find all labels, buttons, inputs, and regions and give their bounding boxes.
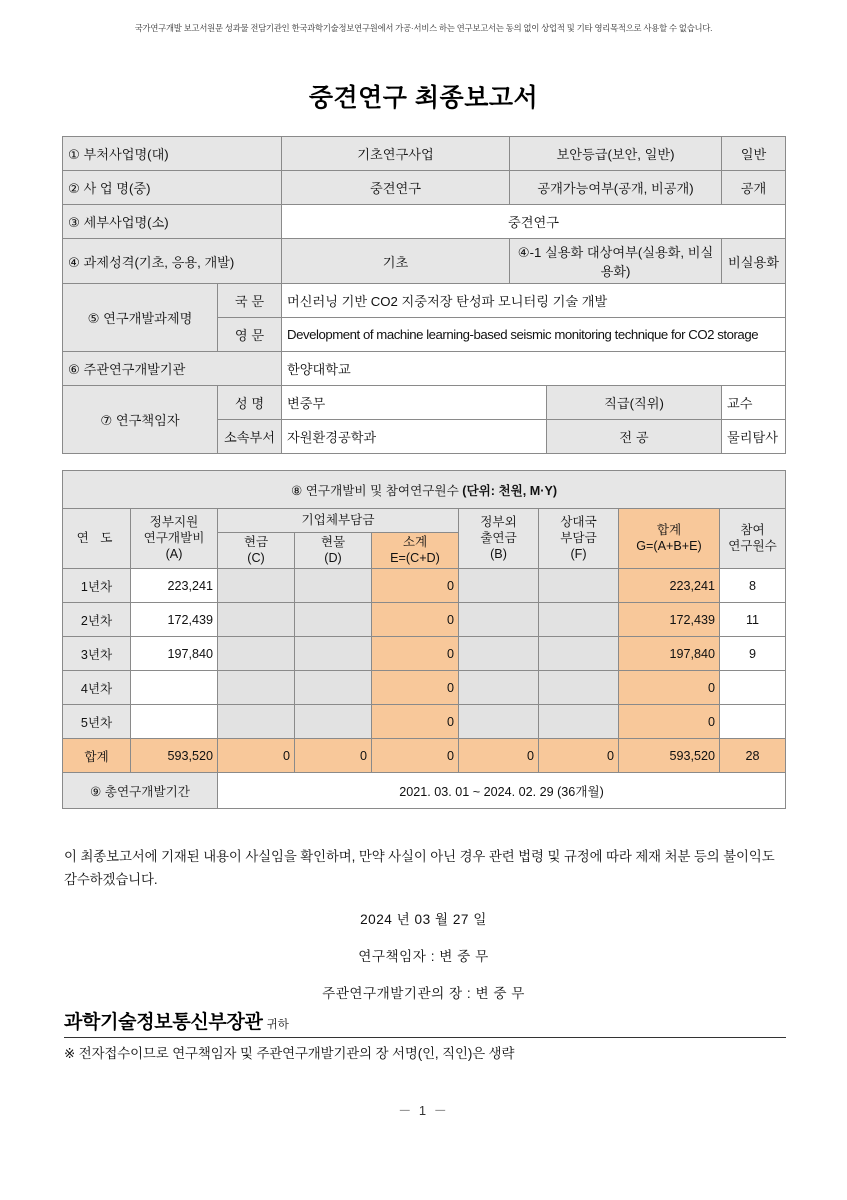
field-label-title-english: 영 문 — [218, 318, 282, 352]
cell-researchers — [720, 671, 786, 705]
cell-cash — [218, 671, 295, 705]
cell-gov-fund: 172,439 — [131, 603, 218, 637]
confirmation-statement: 이 최종보고서에 기재된 내용이 사실임을 확인하며, 만약 사실이 아닌 경우 관련 법령 및 규정에 따라 제재 처분 등의 불이익도 감수하겠습니다. — [64, 849, 775, 888]
table-row — [63, 239, 786, 284]
table-row — [63, 137, 786, 171]
cell-total-researchers: 28 — [720, 739, 786, 773]
inkind-line2: (D) — [324, 550, 342, 565]
cell-inkind — [295, 705, 372, 739]
field-label-project-type: ④ 과제성격(기초, 응용, 개발) — [63, 239, 282, 284]
table-header-row — [63, 509, 786, 533]
gov-fund-line3: (A) — [165, 546, 183, 561]
field-label-research-period: ⑨ 총연구개발기간 — [63, 773, 218, 809]
column-header-gov-fund — [131, 509, 218, 569]
field-value-pi-rank: 교수 — [722, 386, 786, 420]
grand-total-line1: 합계 — [656, 523, 682, 537]
page-number: － 1 － — [398, 1103, 449, 1118]
budget-caption-unit: (단위: 천원, M·Y) — [462, 484, 558, 498]
table-row — [63, 773, 786, 809]
column-header-subtotal — [372, 533, 459, 569]
cell-total-gov-fund: 593,520 — [131, 739, 218, 773]
column-header-grand-total — [619, 509, 720, 569]
cell-inkind — [295, 637, 372, 671]
field-value-project-type: 기초 — [282, 239, 510, 284]
cell-nongov — [459, 637, 539, 671]
table-row — [63, 671, 786, 705]
cell-subtotal: 0 — [372, 637, 459, 671]
column-header-inkind — [295, 533, 372, 569]
cell-inkind — [295, 603, 372, 637]
cell-total-subtotal: 0 — [372, 739, 459, 773]
cell-researchers: 11 — [720, 603, 786, 637]
field-label-commercialization: ④-1 실용화 대상여부(실용화, 비실용화) — [510, 239, 722, 284]
field-label-pi-name: 성 명 — [218, 386, 282, 420]
partner-line3: (F) — [570, 546, 587, 561]
cell-total-nongov: 0 — [459, 739, 539, 773]
table-total-row — [63, 739, 786, 773]
table-row — [63, 352, 786, 386]
row-label-total: 합계 — [63, 739, 131, 773]
ministry-name: 과학기술정보통신부장관 — [64, 1012, 263, 1033]
nongov-line2: 출연금 — [480, 530, 517, 545]
ministry-honorific: 귀하 — [266, 1019, 289, 1031]
table-row — [63, 205, 786, 239]
field-value-commercialization: 비실용화 — [722, 239, 786, 284]
copyright-disclaimer: 국가연구개발 보고서원문 성과물 전담기관인 한국과학기술정보연구원에서 가공·서비스 하는 연구보고서는 동의 없이 상업적 및 기타 영리목적으로 사용할 수 없습니다. — [134, 23, 713, 33]
field-label-disclosure: 공개가능여부(공개, 비공개) — [510, 171, 722, 205]
gov-fund-line1: 정부지원 — [149, 515, 199, 530]
cell-inkind — [295, 569, 372, 603]
field-label-title-korean: 국 문 — [218, 284, 282, 318]
signature-date: 2024 년 03 월 27 일 — [360, 912, 487, 927]
table-row — [63, 171, 786, 205]
column-header-year: 연 도 — [63, 509, 131, 569]
field-value-program-name: 중견연구 — [282, 171, 510, 205]
cell-grand-total: 197,840 — [619, 637, 720, 671]
cell-partner — [539, 569, 619, 603]
gov-fund-line2: 연구개발비 — [143, 530, 205, 545]
cell-nongov — [459, 569, 539, 603]
page-title: 중견연구 최종보고서 — [308, 84, 539, 112]
partner-line2: 부담금 — [560, 530, 597, 545]
row-label-year: 1년차 — [63, 569, 131, 603]
field-label-pi-major: 전 공 — [547, 420, 722, 454]
field-label-subprogram-name: ③ 세부사업명(소) — [63, 205, 282, 239]
cell-researchers — [720, 705, 786, 739]
signature-omission-note: ※ 전자접수이므로 연구책임자 및 주관연구개발기관의 장 서명(인, 직인)은 생략 — [64, 1046, 515, 1061]
cash-line1: 현금 — [243, 535, 269, 549]
budget-table — [62, 470, 786, 809]
ministry-addressee — [64, 1007, 786, 1038]
table-row — [63, 471, 786, 509]
cell-total-cash: 0 — [218, 739, 295, 773]
subtotal-line2: E=(C+D) — [390, 550, 440, 565]
field-label-host-institution: ⑥ 주관연구개발기관 — [63, 352, 282, 386]
signature-principal-investigator: 연구책임자 : 변 중 무 — [358, 949, 489, 964]
cell-researchers: 8 — [720, 569, 786, 603]
nongov-line1: 정부외 — [480, 515, 517, 530]
cell-gov-fund: 197,840 — [131, 637, 218, 671]
column-header-cash — [218, 533, 295, 569]
cell-grand-total: 223,241 — [619, 569, 720, 603]
partner-line1: 상대국 — [560, 515, 597, 530]
cell-total-inkind: 0 — [295, 739, 372, 773]
field-value-pi-department: 자원환경공학과 — [282, 420, 547, 454]
cell-cash — [218, 705, 295, 739]
row-label-year: 2년차 — [63, 603, 131, 637]
cell-subtotal: 0 — [372, 569, 459, 603]
field-value-pi-name: 변중무 — [282, 386, 547, 420]
field-value-research-period: 2021. 03. 01 ~ 2024. 02. 29 (36개월) — [218, 773, 786, 809]
field-label-program-name: ② 사 업 명(중) — [63, 171, 282, 205]
project-info-table — [62, 136, 786, 454]
cell-grand-total: 0 — [619, 671, 720, 705]
subtotal-line1: 소계 — [402, 535, 428, 549]
cell-partner — [539, 603, 619, 637]
field-value-pi-major: 물리탐사 — [722, 420, 786, 454]
row-label-year: 3년차 — [63, 637, 131, 671]
field-value-title-korean: 머신러닝 기반 CO2 지중저장 탄성파 모니터링 기술 개발 — [282, 284, 786, 318]
cell-inkind — [295, 671, 372, 705]
grand-total-line2: G=(A+B+E) — [636, 538, 702, 553]
field-value-disclosure: 공개 — [722, 171, 786, 205]
cell-nongov — [459, 705, 539, 739]
cell-partner — [539, 671, 619, 705]
field-label-pi-department: 소속부서 — [218, 420, 282, 454]
cell-researchers: 9 — [720, 637, 786, 671]
table-row — [63, 603, 786, 637]
field-value-host-institution: 한양대학교 — [282, 352, 786, 386]
cell-nongov — [459, 603, 539, 637]
column-header-partner-country-fund — [539, 509, 619, 569]
field-label-principal-investigator: ⑦ 연구책임자 — [63, 386, 218, 454]
table-row — [63, 386, 786, 420]
nongov-line3: (B) — [490, 546, 507, 561]
row-label-year: 5년차 — [63, 705, 131, 739]
column-header-nongov-fund — [459, 509, 539, 569]
budget-caption-text: ⑧ 연구개발비 및 참여연구원수 — [290, 484, 463, 498]
cell-subtotal: 0 — [372, 671, 459, 705]
field-value-title-english: Development of machine learning-based seismic monitoring technique for CO2 storage — [282, 318, 786, 352]
cell-partner — [539, 705, 619, 739]
table-row — [63, 569, 786, 603]
cell-gov-fund: 223,241 — [131, 569, 218, 603]
cell-subtotal: 0 — [372, 603, 459, 637]
researchers-line2: 연구원수 — [728, 538, 777, 553]
cell-grand-total: 172,439 — [619, 603, 720, 637]
field-value-security-grade: 일반 — [722, 137, 786, 171]
cell-total-partner: 0 — [539, 739, 619, 773]
signature-institution-head: 주관연구개발기관의 장 : 변 중 무 — [322, 986, 525, 1001]
budget-caption — [63, 471, 786, 509]
column-header-company-contribution-group: 기업체부담금 — [218, 509, 459, 533]
cell-gov-fund — [131, 705, 218, 739]
inkind-line1: 현물 — [320, 535, 346, 549]
table-row — [63, 637, 786, 671]
column-header-researchers — [720, 509, 786, 569]
researchers-line1: 참여 — [740, 523, 765, 537]
cell-total-grand-total: 593,520 — [619, 739, 720, 773]
cell-subtotal: 0 — [372, 705, 459, 739]
cell-cash — [218, 569, 295, 603]
field-value-ministry-program: 기초연구사업 — [282, 137, 510, 171]
field-label-pi-rank: 직급(직위) — [547, 386, 722, 420]
cell-gov-fund — [131, 671, 218, 705]
field-label-project-title: ⑤ 연구개발과제명 — [63, 284, 218, 352]
cell-cash — [218, 637, 295, 671]
field-label-security-grade: 보안등급(보안, 일반) — [510, 137, 722, 171]
field-label-ministry-program: ① 부처사업명(대) — [63, 137, 282, 171]
cell-cash — [218, 603, 295, 637]
cash-line2: (C) — [247, 550, 265, 565]
cell-grand-total: 0 — [619, 705, 720, 739]
field-value-subprogram-name: 중견연구 — [282, 205, 786, 239]
table-row — [63, 705, 786, 739]
table-row — [63, 284, 786, 318]
row-label-year: 4년차 — [63, 671, 131, 705]
cell-partner — [539, 637, 619, 671]
cell-nongov — [459, 671, 539, 705]
